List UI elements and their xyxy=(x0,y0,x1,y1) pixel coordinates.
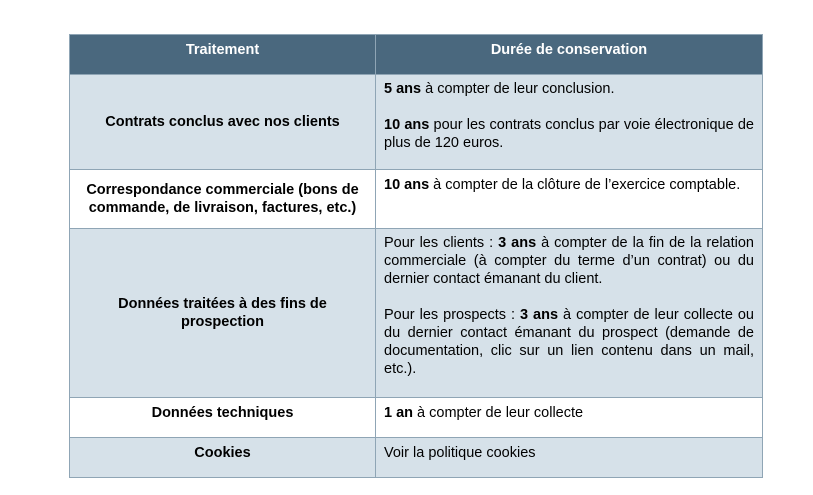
duration-bold: 1 an xyxy=(384,405,414,421)
duration-paragraph xyxy=(384,306,754,378)
row-duration xyxy=(376,398,763,438)
duration-paragraph xyxy=(384,404,754,422)
row-duration xyxy=(376,438,763,478)
duration-bold: 5 ans xyxy=(384,81,422,97)
duration-paragraph xyxy=(384,116,754,152)
duration-paragraph xyxy=(384,176,754,194)
table-row xyxy=(70,170,763,229)
table-row xyxy=(70,75,763,170)
duration-text: Voir la politique cookies xyxy=(384,445,536,461)
duration-bold: 3 ans xyxy=(520,307,559,323)
row-label: Contrats conclus avec nos clients xyxy=(70,75,376,170)
row-label: Données techniques xyxy=(70,398,376,438)
duration-bold: 3 ans xyxy=(498,235,537,251)
table-row xyxy=(70,229,763,398)
header-treatment: Traitement xyxy=(70,35,376,75)
table-row xyxy=(70,398,763,438)
duration-text: Pour les prospects : xyxy=(384,307,520,323)
duration-paragraph xyxy=(384,234,754,288)
duration-text: à compter de la fin de la relation commerciale (à compter du terme d’un contrat) ou du dernier contact émanant du client. xyxy=(384,235,754,287)
duration-text: à compter de leur conclusion. xyxy=(421,81,615,97)
duration-text: à compter de la clôture de l’exercice comptable. xyxy=(429,177,741,193)
duration-paragraph xyxy=(384,80,754,98)
table-row xyxy=(70,438,763,478)
row-label: Données traitées à des fins de prospection xyxy=(70,229,376,398)
duration-text: pour les contrats conclus par voie électronique de plus de 120 euros. xyxy=(384,117,754,151)
duration-bold: 10 ans xyxy=(384,117,430,133)
header-duration: Durée de conservation xyxy=(376,35,763,75)
header-row xyxy=(70,35,763,75)
duration-bold: 10 ans xyxy=(384,177,430,193)
retention-table xyxy=(69,34,763,478)
row-label: Correspondance commerciale (bons de commande, de livraison, factures, etc.) xyxy=(70,170,376,229)
duration-text: à compter de leur collecte xyxy=(413,405,584,421)
row-duration xyxy=(376,229,763,398)
duration-paragraph xyxy=(384,444,754,462)
row-duration xyxy=(376,75,763,170)
duration-text: Pour les clients : xyxy=(384,235,499,251)
row-label: Cookies xyxy=(70,438,376,478)
duration-text: à compter de leur collecte ou du dernier contact émanant du prospect (demande de documentation, clic sur un lien contenu dans un mail, etc.). xyxy=(384,307,754,377)
row-duration xyxy=(376,170,763,229)
